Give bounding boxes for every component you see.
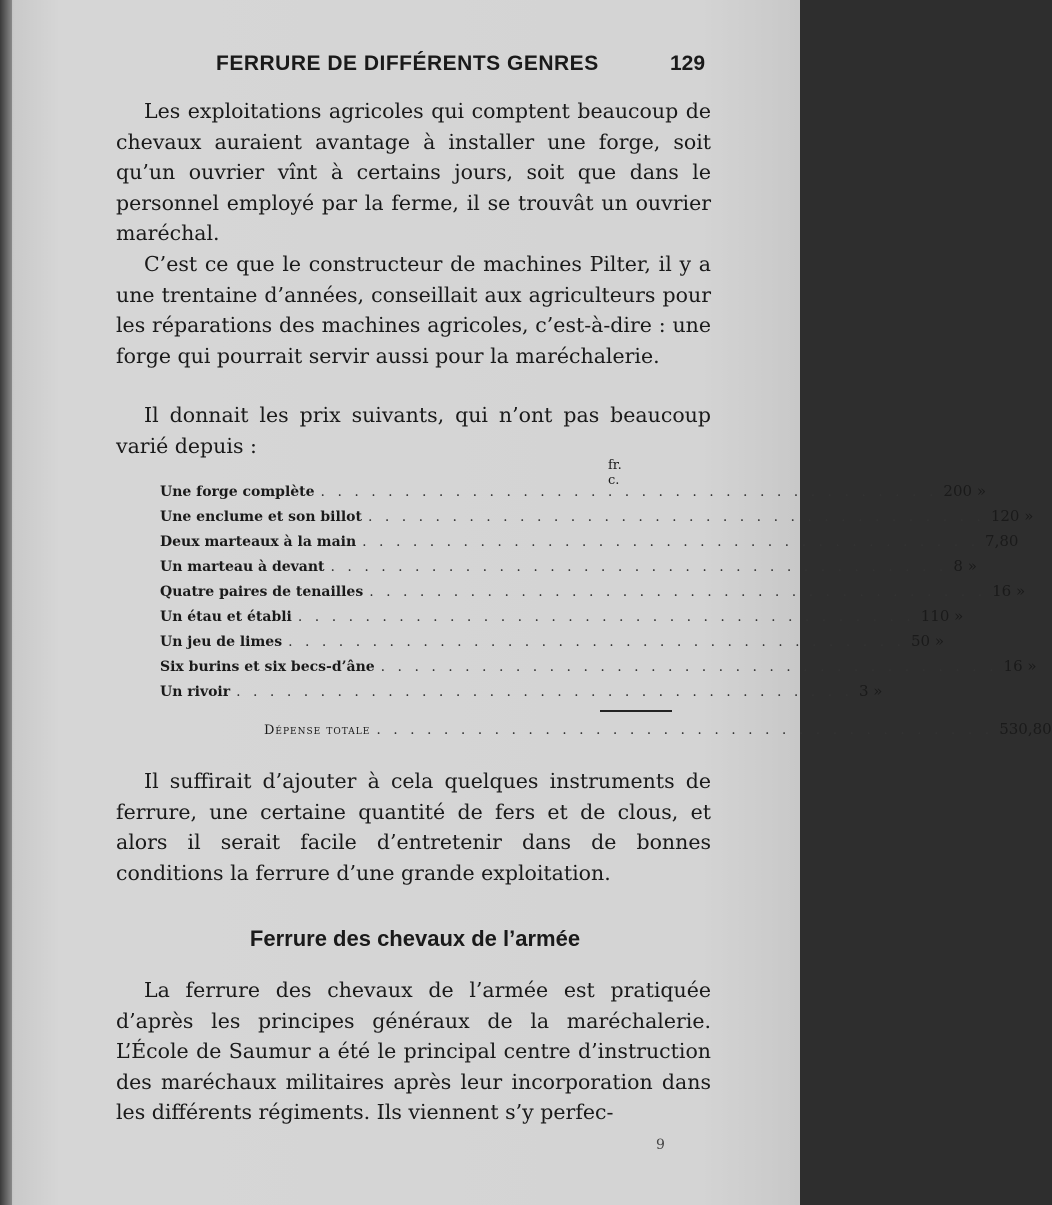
item-amount: 8 »: [953, 557, 977, 575]
unit-centimes: c.: [608, 473, 620, 488]
item-label: Deux marteaux à la main: [160, 534, 357, 550]
item-amount: 110 »: [920, 607, 964, 625]
dot-leader: . . . . . . . . . . . . . . . . . . . . . . . . . . . . . . . . . . . . .: [362, 534, 980, 550]
dot-leader: . . . . . . . . . . . . . . . . . . . . . . . . . . . . . . . . . . . . .: [369, 584, 987, 600]
paragraph-pilter: C’est ce que le constructeur de machines Pilter, il y a une trentaine d’années, conseillait aux agriculteurs pour les réparations des machines agricoles, c’est-à-dire : une forge qui pourrait servir aussi pour la maréchalerie.: [116, 252, 711, 368]
paragraph-forge-installation: Les exploitations agricoles qui comptent beaucoup de chevaux auraient avantage à installer une forge, soit qu’un ouvrier vînt à certains jours, soit que dans le personnel employé par la ferme, il se trouvât un ouvrier maréchal.: [116, 99, 711, 245]
dot-leader: . . . . . . . . . . . . . . . . . . . . . . . . . . . . . . . . . . . . .: [236, 684, 853, 700]
dot-leader: . . . . . . . . . . . . . . . . . . . . . . . . . . . . . . . . . . . . .: [297, 609, 915, 625]
item-amount: 3 »: [859, 682, 883, 700]
table-row: [160, 607, 964, 631]
paragraph-prices-intro: Il donnait les prix suivants, qui n’ont pas beaucoup varié depuis :: [116, 403, 711, 458]
item-label: Quatre paires de tenailles: [160, 584, 364, 600]
item-label: Un marteau à devant: [160, 559, 325, 575]
signature-mark: 9: [656, 1137, 665, 1153]
table-row: [160, 682, 883, 706]
dot-leader: . . . . . . . . . . . . . . . . . . . . . . . . . . . . . . . . . . . . .: [320, 484, 938, 500]
item-amount: 200 »: [943, 482, 986, 500]
item-amount: 50 »: [910, 632, 945, 650]
item-label: Un rivoir: [160, 684, 231, 700]
table-row: [160, 482, 986, 506]
unit-francs: fr.: [608, 458, 622, 473]
item-label: Un étau et établi: [160, 609, 292, 625]
item-amount: 7,80: [985, 532, 1019, 550]
dot-leader: . . . . . . . . . . . . . . . . . . . . . . . . . . . . . . . . . . . . .: [376, 722, 994, 738]
table-row: [160, 657, 1037, 681]
table-row: [160, 632, 945, 656]
total-label: Dépense totale: [264, 723, 371, 738]
item-amount: 16 »: [1003, 657, 1037, 675]
total-rule: [600, 710, 672, 712]
dot-leader: . . . . . . . . . . . . . . . . . . . . . . . . . . . . . . . . . . . . .: [288, 634, 905, 650]
paragraph-army-farriery: La ferrure des chevaux de l’armée est pratiquée d’après les principes généraux de la maréchalerie. L’École de Saumur a été le principal centre d’instruction des maréchaux militaires après leur incorporation dans les différents régiments. Ils viennent s’y perfec-: [116, 978, 711, 1124]
table-row: [160, 582, 1026, 606]
item-label: Un jeu de limes: [160, 634, 283, 650]
item-label: Une enclume et son billot: [160, 509, 362, 525]
item-amount: 120 »: [990, 507, 1034, 525]
dot-leader: . . . . . . . . . . . . . . . . . . . . . . . . . . . . . . . . . . . . .: [367, 509, 985, 525]
page-header: [0, 52, 800, 84]
running-title: FERRURE DE DIFFÉRENTS GENRES: [216, 52, 599, 75]
section-heading: Ferrure des chevaux de l’armée: [249, 926, 581, 951]
table-row: [160, 532, 1019, 556]
item-amount: 16 »: [992, 582, 1026, 600]
total-row: [264, 720, 1052, 744]
total-amount: 530,80: [999, 720, 1052, 738]
dot-leader: . . . . . . . . . . . . . . . . . . . . . . . . . . . . . . . . . . . . .: [380, 659, 998, 675]
item-label: Une forge complète: [160, 484, 315, 500]
dot-leader: . . . . . . . . . . . . . . . . . . . . . . . . . . . . . . . . . . . . .: [330, 559, 948, 575]
table-row: [160, 557, 977, 581]
item-label: Six burins et six becs-d’âne: [160, 659, 375, 675]
table-row: [160, 507, 1034, 531]
page-number: 129: [670, 52, 706, 75]
page-gutter: [0, 0, 12, 1205]
paragraph-instruments: Il suffirait d’ajouter à cela quelques instruments de ferrure, une certaine quantité de fers et de clous, et alors il serait facile d’entretenir dans de bonnes conditions la ferrure d’une grande exploitation.: [116, 769, 711, 885]
